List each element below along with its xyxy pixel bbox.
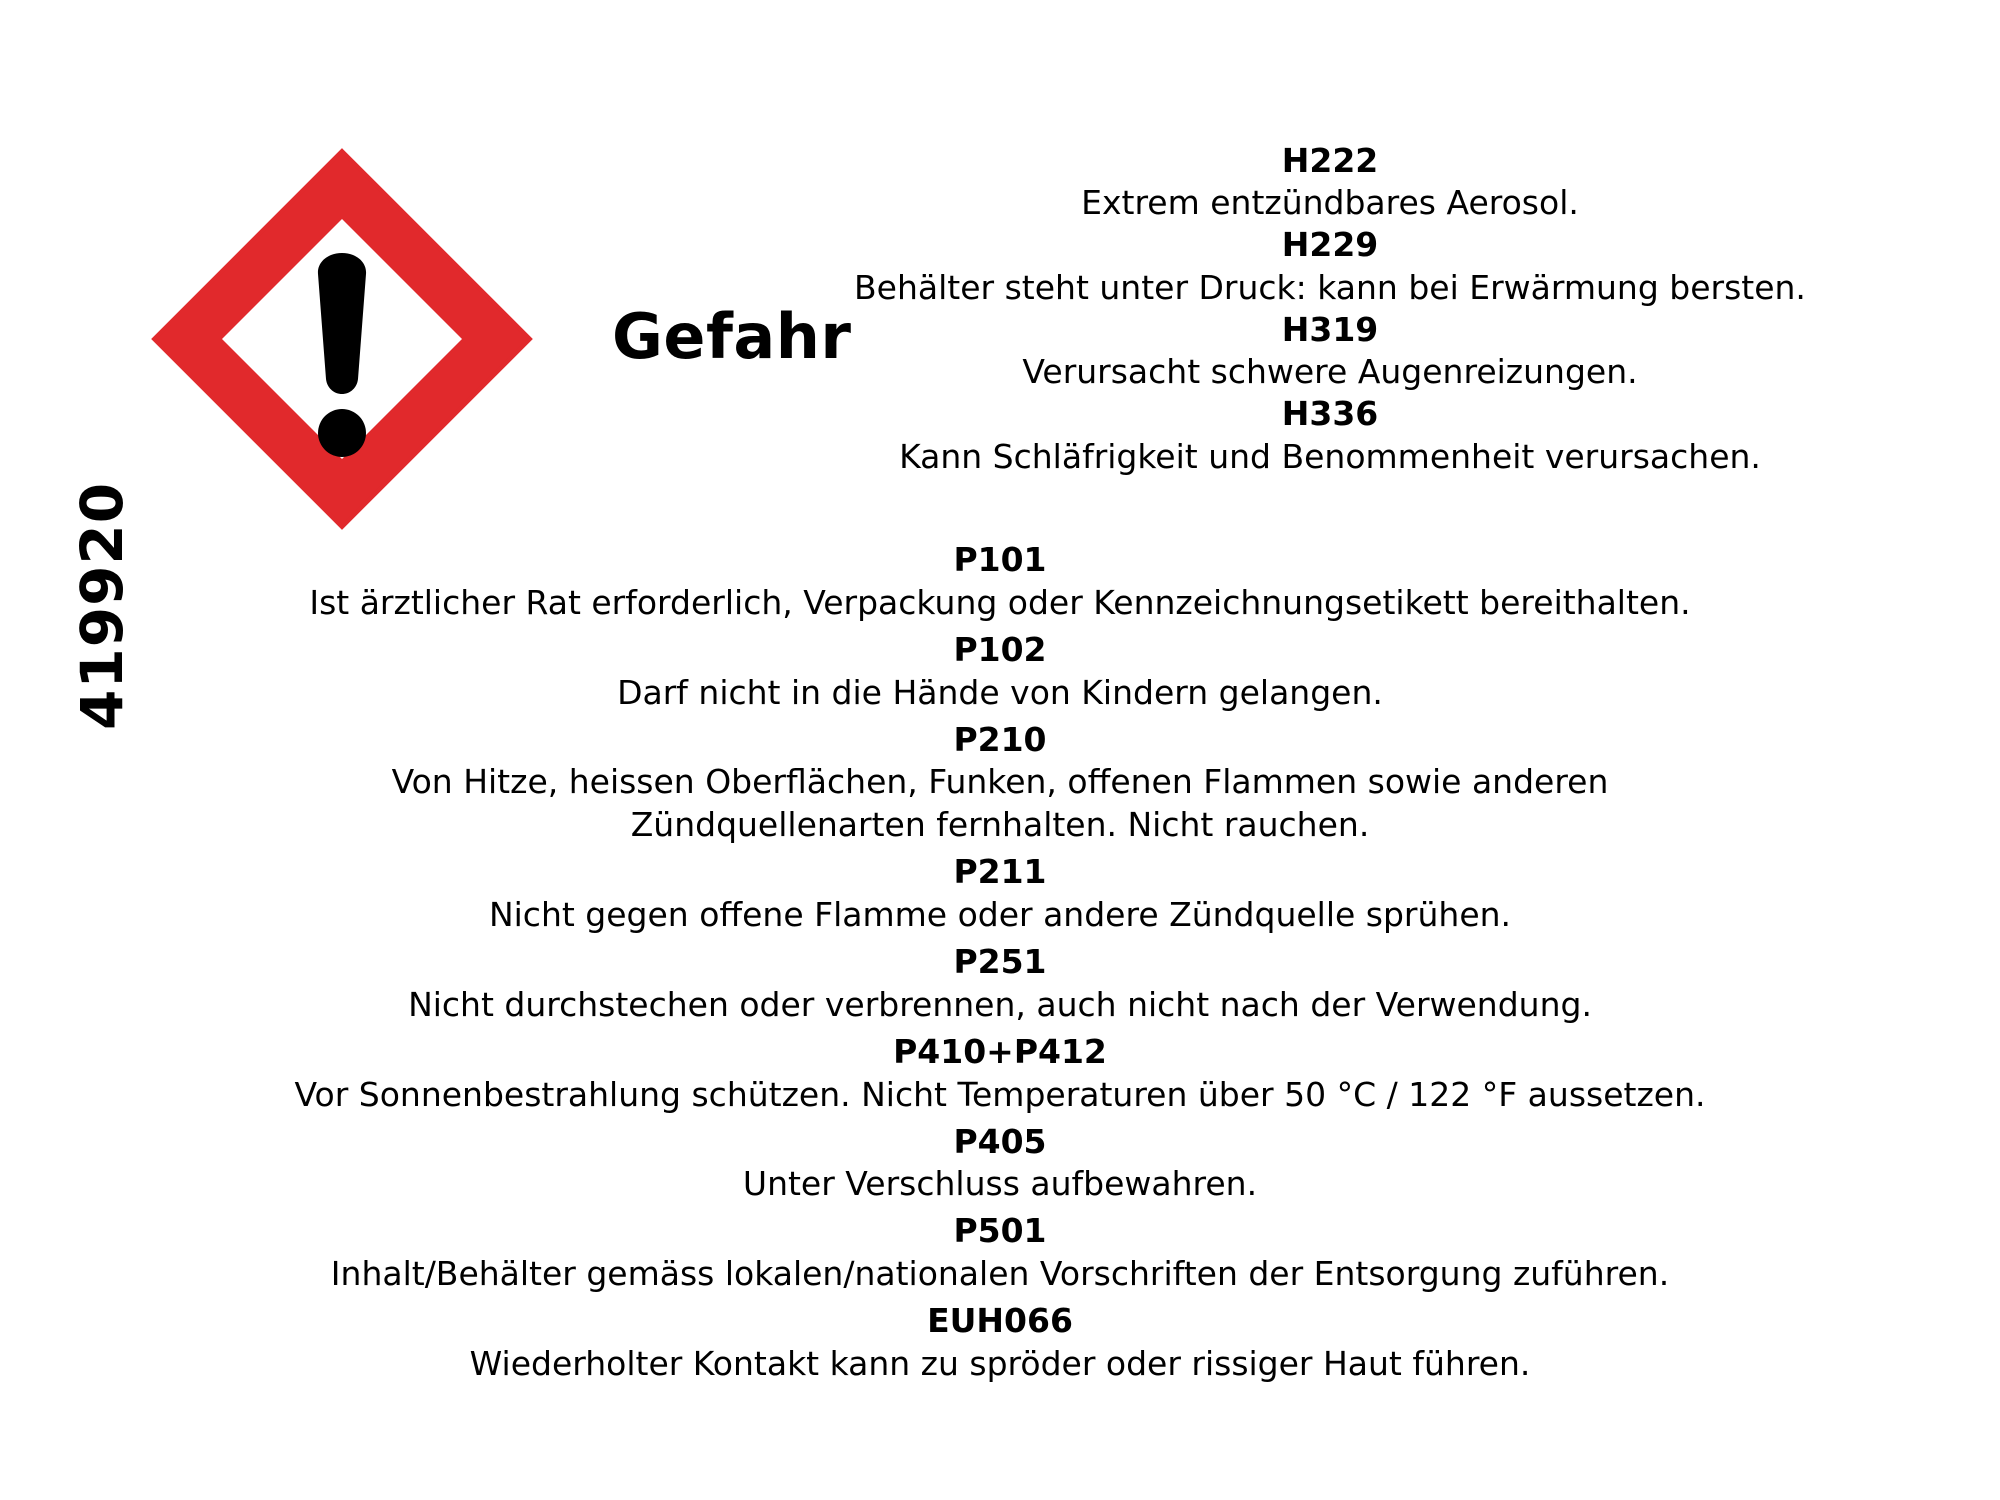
precautionary-code: P405 [953,1121,1047,1161]
precautionary-statement-item [100,1210,1900,1296]
precautionary-code: P251 [953,942,1047,982]
signal-word: Gefahr [612,300,852,373]
precautionary-text: Nicht durchstechen oder verbrennen, auch nicht nach der Verwendung. [408,984,1592,1024]
hazard-code: H222 [1281,141,1379,180]
precautionary-code: P101 [953,540,1047,579]
precautionary-statement-item [100,941,1900,1027]
precautionary-statements [100,535,1900,1386]
hazard-statement-item [830,393,1830,477]
precautionary-text: Ist ärztlicher Rat erforderlich, Verpackung oder Kennzeichnungsetikett bereithalten. [309,582,1691,622]
precautionary-text: Darf nicht in die Hände von Kindern gelangen. [617,672,1383,712]
hazard-statement-item [830,309,1830,393]
precautionary-text: Inhalt/Behälter gemäss lokalen/nationalen Vorschriften der Entsorgung zuführen. [330,1254,1670,1294]
hazard-statement-item [830,140,1830,224]
precautionary-code: EUH066 [927,1301,1073,1341]
precautionary-statement-item [100,539,1900,625]
precautionary-text: Wiederholter Kontakt kann zu spröder oder rissiger Haut führen. [469,1344,1531,1384]
precautionary-code: P210 [953,719,1047,759]
hazard-code: H336 [1281,394,1379,434]
hazard-code: H319 [1281,309,1379,349]
hazard-text: Extrem entzündbares Aerosol. [1081,183,1579,223]
precautionary-statement-item [100,851,1900,937]
precautionary-code: P410+P412 [893,1031,1107,1071]
precautionary-statement-item [100,1031,1900,1117]
hazard-code: H229 [1281,225,1379,265]
precautionary-text: Nicht gegen offene Flamme oder andere Zündquelle sprühen. [488,895,1512,935]
hazard-text: Verursacht schwere Augenreizungen. [1022,352,1638,392]
precautionary-code: P501 [953,1211,1047,1251]
hazard-text: Kann Schläfrigkeit und Benommenheit verursachen. [899,436,1761,476]
precautionary-statement-item [100,629,1900,715]
article-number: 419920 [68,481,136,730]
precautionary-text: Von Hitze, heissen Oberflächen, Funken, offenen Flammen sowie anderen Zündquellenarten fernhalten. Nicht rauchen. [391,762,1609,845]
ghs07-exclamation-mark-icon [148,145,536,533]
precautionary-code: P102 [953,629,1047,669]
precautionary-statement-item [100,1300,1900,1386]
hazard-statement-item [830,224,1830,308]
precautionary-statement-item [100,1121,1900,1207]
precautionary-code: P211 [953,852,1047,892]
hazard-text: Behälter steht unter Druck: kann bei Erwärmung bersten. [854,267,1806,307]
hazard-statements [830,140,1830,478]
precautionary-text: Vor Sonnenbestrahlung schützen. Nicht Temperaturen über 50 °C / 122 °F aussetzen. [294,1074,1706,1114]
precautionary-statement-item [100,719,1900,848]
precautionary-text: Unter Verschluss aufbewahren. [742,1164,1258,1204]
